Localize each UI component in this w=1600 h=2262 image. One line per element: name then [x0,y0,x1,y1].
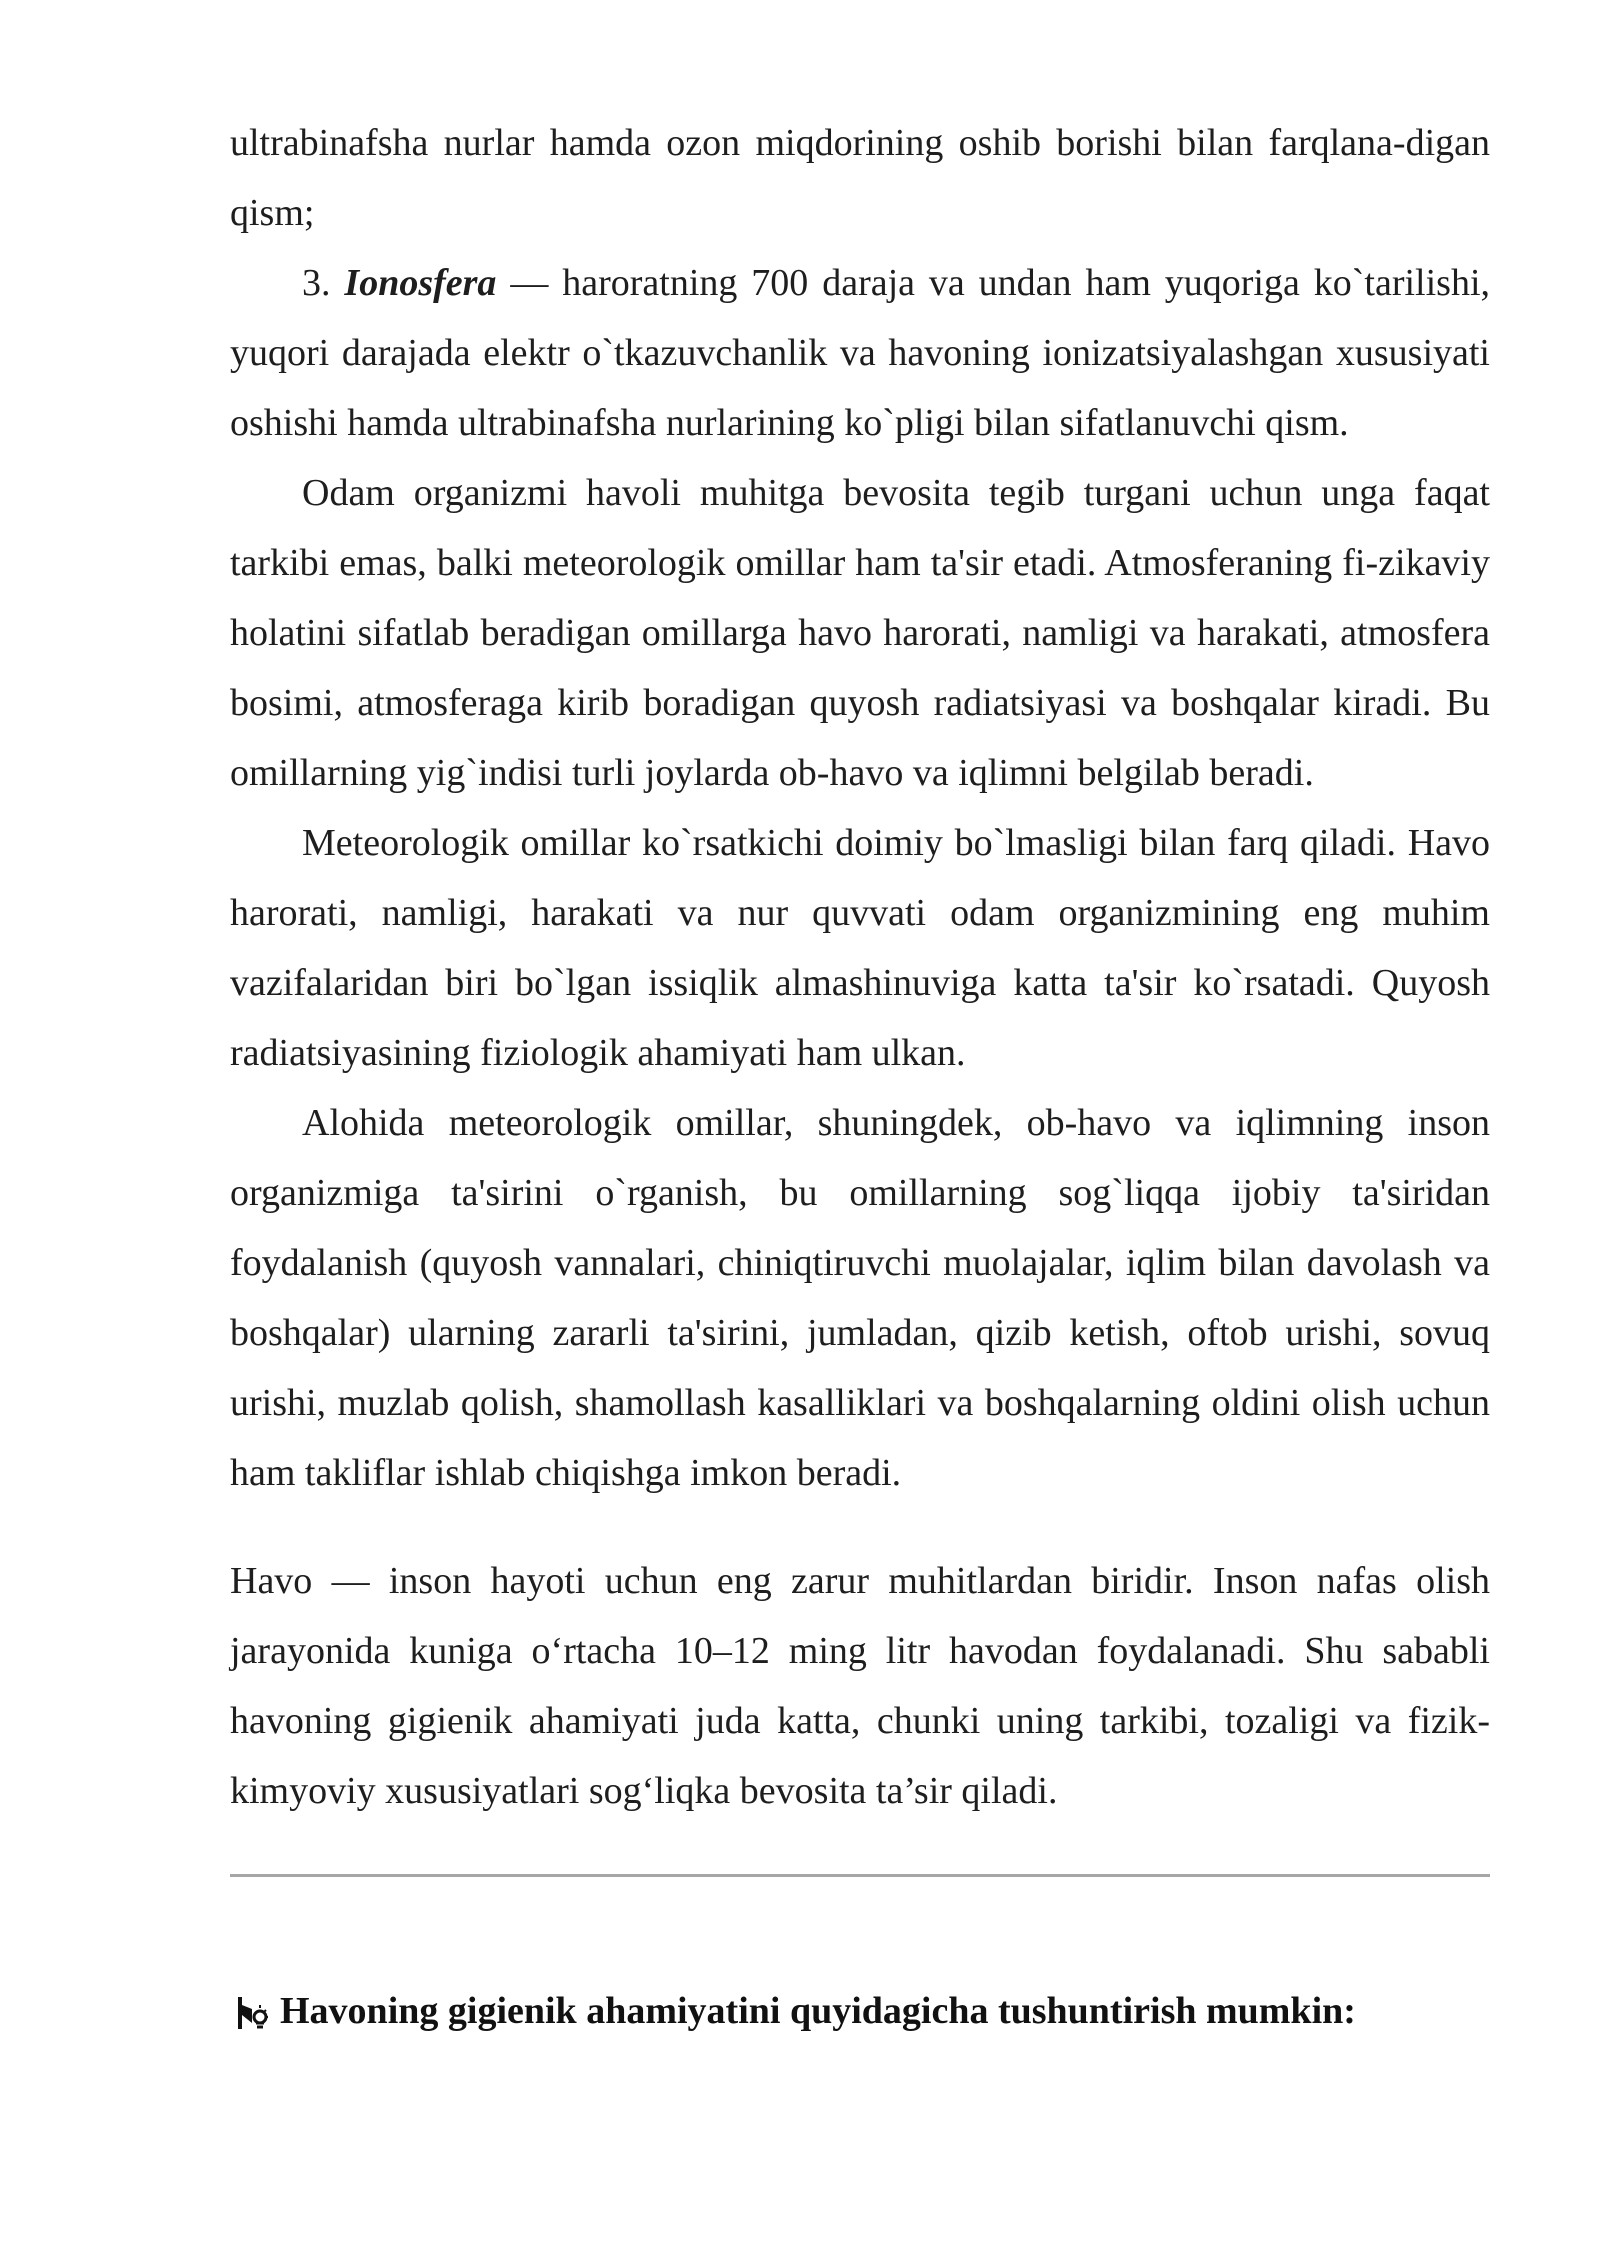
section-heading [230,1981,1490,2041]
paragraph-air-importance: Havo — inson hayoti uchun eng zarur muhitlardan biridir. Inson nafas olish jarayonida kuniga o‘rtacha 10–12 ming litr havodan foydalanadi. Shu sababli havoning gigienik ahamiyati juda katta, chunki uning tarkibi, tozaligi va fizik-kimyoviy xususiyatlari sog‘liqka bevosita ta’sir qiladi. [230,1560,1490,1812]
bulb-icon [230,1991,270,2031]
ionosphere-description: — haroratning 700 daraja va undan ham yuqoriga ko`tarilishi, yuqori darajada elektr o`tkazuvchanlik va havoning ionizatsiyalashgan xususiyati oshishi hamda ultrabinafsha nurlarining ko`pligi bilan sifatlanuvchi qism. [230,262,1491,444]
paragraph-meteorological-factors: Odam organizmi havoli muhitga bevosita tegib turgani uchun unga faqat tarkibi emas, balki meteorologik omillar ham ta'sir etadi. Atmosferaning fi-zikaviy holatini sifatlab beradigan omillarga havo harorati, namligi va harakati, atmosfera bosimi, atmosferaga kirib boradigan quyosh radiatsiyasi va boshqalar kiradi. Bu omillarning yig`indisi turli joylarda ob-havo va iqlimni belgilab beradi. [230,472,1490,794]
horizontal-divider [230,1874,1490,1877]
term-ionosfera: Ionosfera [344,262,497,304]
paragraph-ozonosphere-continuation: ultrabinafsha nurlar hamda ozon miqdorining oshib borishi bilan farqlana-digan qism; [230,122,1490,234]
paragraph-study-of-factors: Alohida meteorologik omillar, shuningdek, ob-havo va iqlimning inson organizmiga ta'sirini o`rganish, bu omillarning sog`liqqa ijobiy ta'siridan foydalanish (quyosh vannalari, chiniqtiruvchi muolajalar, iqlim bilan davolash va boshqalar) ularning zararli ta'sirini, jumladan, qizib ketish, oftob urishi, sovuq urishi, muzlab qolish, shamollash kasalliklari va boshqalarning oldini olish uchun ham takliflar ishlab chiqishga imkon beradi. [230,1102,1490,1494]
paragraph-ionosphere [230,248,1490,458]
list-number: 3. [302,262,331,304]
section-heading-text: Havoning gigienik ahamiyatini quyidagicha tushuntirish mumkin: [280,1990,1356,2032]
paragraph-meteorological-indicators: Meteorologik omillar ko`rsatkichi doimiy bo`lmasligi bilan farq qiladi. Havo harorati, namligi, harakati va nur quvvati odam organizmining eng muhim vazifalaridan biri bo`lgan issiqlik almashinuviga katta ta'sir ko`rsatadi. Quyosh radiatsiyasining fiziologik ahamiyati ham ulkan. [230,822,1490,1074]
document-page [230,108,1490,2041]
paragraph-spacer [230,1508,1490,1546]
